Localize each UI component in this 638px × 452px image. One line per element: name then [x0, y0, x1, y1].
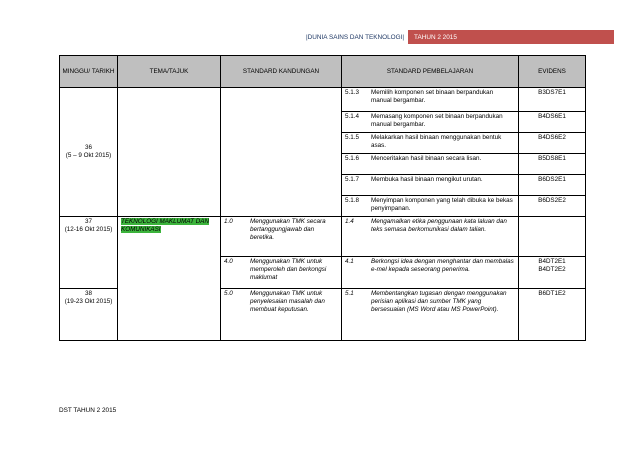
header-title: |DUNIA SAINS DAN TEKNOLOGI| — [306, 33, 405, 41]
sk-text: Menggunakan TMK secara bertanggungjawab dan beretika. — [250, 218, 326, 241]
page-header — [306, 30, 614, 44]
sp-number: 5.1.3 — [345, 89, 360, 96]
sp-text: Memilih komponen set binaan berpandukan manual bergambar. — [371, 89, 494, 104]
evidens-cell — [519, 217, 586, 257]
sk-cell-empty — [221, 88, 342, 217]
sp-text: Menyimpan komponen yang telah dibuka ke bekas penyimpanan. — [371, 197, 513, 212]
page-footer: DST TAHUN 2 2015 — [59, 407, 117, 414]
sk-text: Menggunakan TMK untuk memperoleh dan berkongsi maklumat — [250, 258, 327, 281]
sk-number: 4.0 — [224, 258, 233, 265]
week-cell-36 — [60, 88, 118, 217]
col-header-evidens: EVIDENS — [519, 56, 586, 88]
sk-number: 5.0 — [224, 290, 233, 297]
evidens-cell: B4DS6E1 — [519, 112, 586, 133]
table-row — [60, 217, 586, 257]
evidens-cell — [519, 257, 586, 289]
lesson-plan-table — [59, 55, 586, 341]
evidens-cell: B6DS2E1 — [519, 175, 586, 196]
week-cell-38 — [60, 289, 118, 341]
tema-highlight: TEKNOLOGI MAKLUMAT DAN KOMUNIKASI — [121, 218, 210, 233]
week-number: 37 — [84, 218, 92, 225]
sp-number: 1.4 — [345, 218, 354, 225]
sp-number: 5.1 — [345, 290, 354, 297]
sp-cell — [342, 217, 519, 257]
sp-number: 5.1.5 — [345, 134, 360, 141]
sp-cell — [342, 154, 519, 175]
col-header-tema: TEMA/TAJUK — [118, 56, 221, 88]
col-header-standard-pembelajaran: STANDARD PEMBELAJARAN — [342, 56, 519, 88]
sk-number: 1.0 — [224, 218, 233, 225]
evidens-cell: B3DS7E1 — [519, 88, 586, 112]
week-number: 36 — [84, 144, 92, 151]
sp-number: 4.1 — [345, 258, 354, 265]
sp-cell — [342, 175, 519, 196]
tema-cell — [118, 217, 221, 341]
sp-text: Melakarkan hasil binaan menggunakan bentuk asas. — [371, 134, 502, 149]
week-dates: (19-23 Okt 2015) — [64, 298, 113, 305]
evidens-code: B4DT2E1 — [538, 258, 566, 265]
table-row — [60, 88, 586, 112]
sp-number: 5.1.6 — [345, 155, 360, 162]
sp-number: 5.1.8 — [345, 197, 360, 204]
sk-cell — [221, 217, 342, 257]
evidens-code: B4DT2E2 — [538, 266, 566, 273]
col-header-standard-kandungan: STANDARD KANDUNGAN — [221, 56, 342, 88]
sp-number: 5.1.7 — [345, 176, 360, 183]
sp-cell — [342, 88, 519, 112]
table-header-row — [60, 56, 586, 88]
week-dates: (5 – 9 Okt 2015) — [65, 152, 112, 159]
sk-cell — [221, 289, 342, 341]
tema-cell-empty — [118, 88, 221, 217]
sp-text: Menceritakan hasil binaan secara lisan. — [371, 155, 482, 162]
week-number: 38 — [84, 290, 92, 297]
sp-text: Mengamalkan etika penggunaan kata laluan dan teks semasa berkomunikasi dalam talian. — [371, 218, 507, 233]
sp-cell — [342, 133, 519, 154]
sp-number: 5.1.4 — [345, 113, 360, 120]
sp-text: Membuka hasil binaan mengikut urutan. — [371, 176, 483, 183]
sp-cell — [342, 289, 519, 341]
evidens-cell: B4DS6E2 — [519, 133, 586, 154]
sp-cell — [342, 112, 519, 133]
sp-cell — [342, 257, 519, 289]
week-cell-37 — [60, 217, 118, 289]
sp-cell — [342, 196, 519, 217]
sk-cell — [221, 257, 342, 289]
week-dates: (12-16 Okt 2015) — [64, 226, 113, 233]
sp-text: Berkongsi idea dengan menghantar dan membalas e-mel kepada seseorang penerima. — [371, 258, 514, 273]
sp-text: Membentangkan tugasan dengan menggunakan perisian aplikasi dan sumber TMK yang bersesuaian (MS Word atau MS PowerPoint). — [371, 290, 507, 313]
col-header-minggu: MINGGU/ TARIKH — [60, 56, 118, 88]
evidens-cell: B6DT1E2 — [519, 289, 586, 341]
header-year-band: TAHUN 2 2015 — [408, 30, 614, 44]
evidens-cell: B5DS8E1 — [519, 154, 586, 175]
sp-text: Memasang komponen set binaan berpandukan manual bergambar. — [371, 113, 503, 128]
evidens-cell: B6DS2E2 — [519, 196, 586, 217]
sk-text: Menggunakan TMK untuk penyelesaian masalah dan membuat keputusan. — [250, 290, 325, 313]
